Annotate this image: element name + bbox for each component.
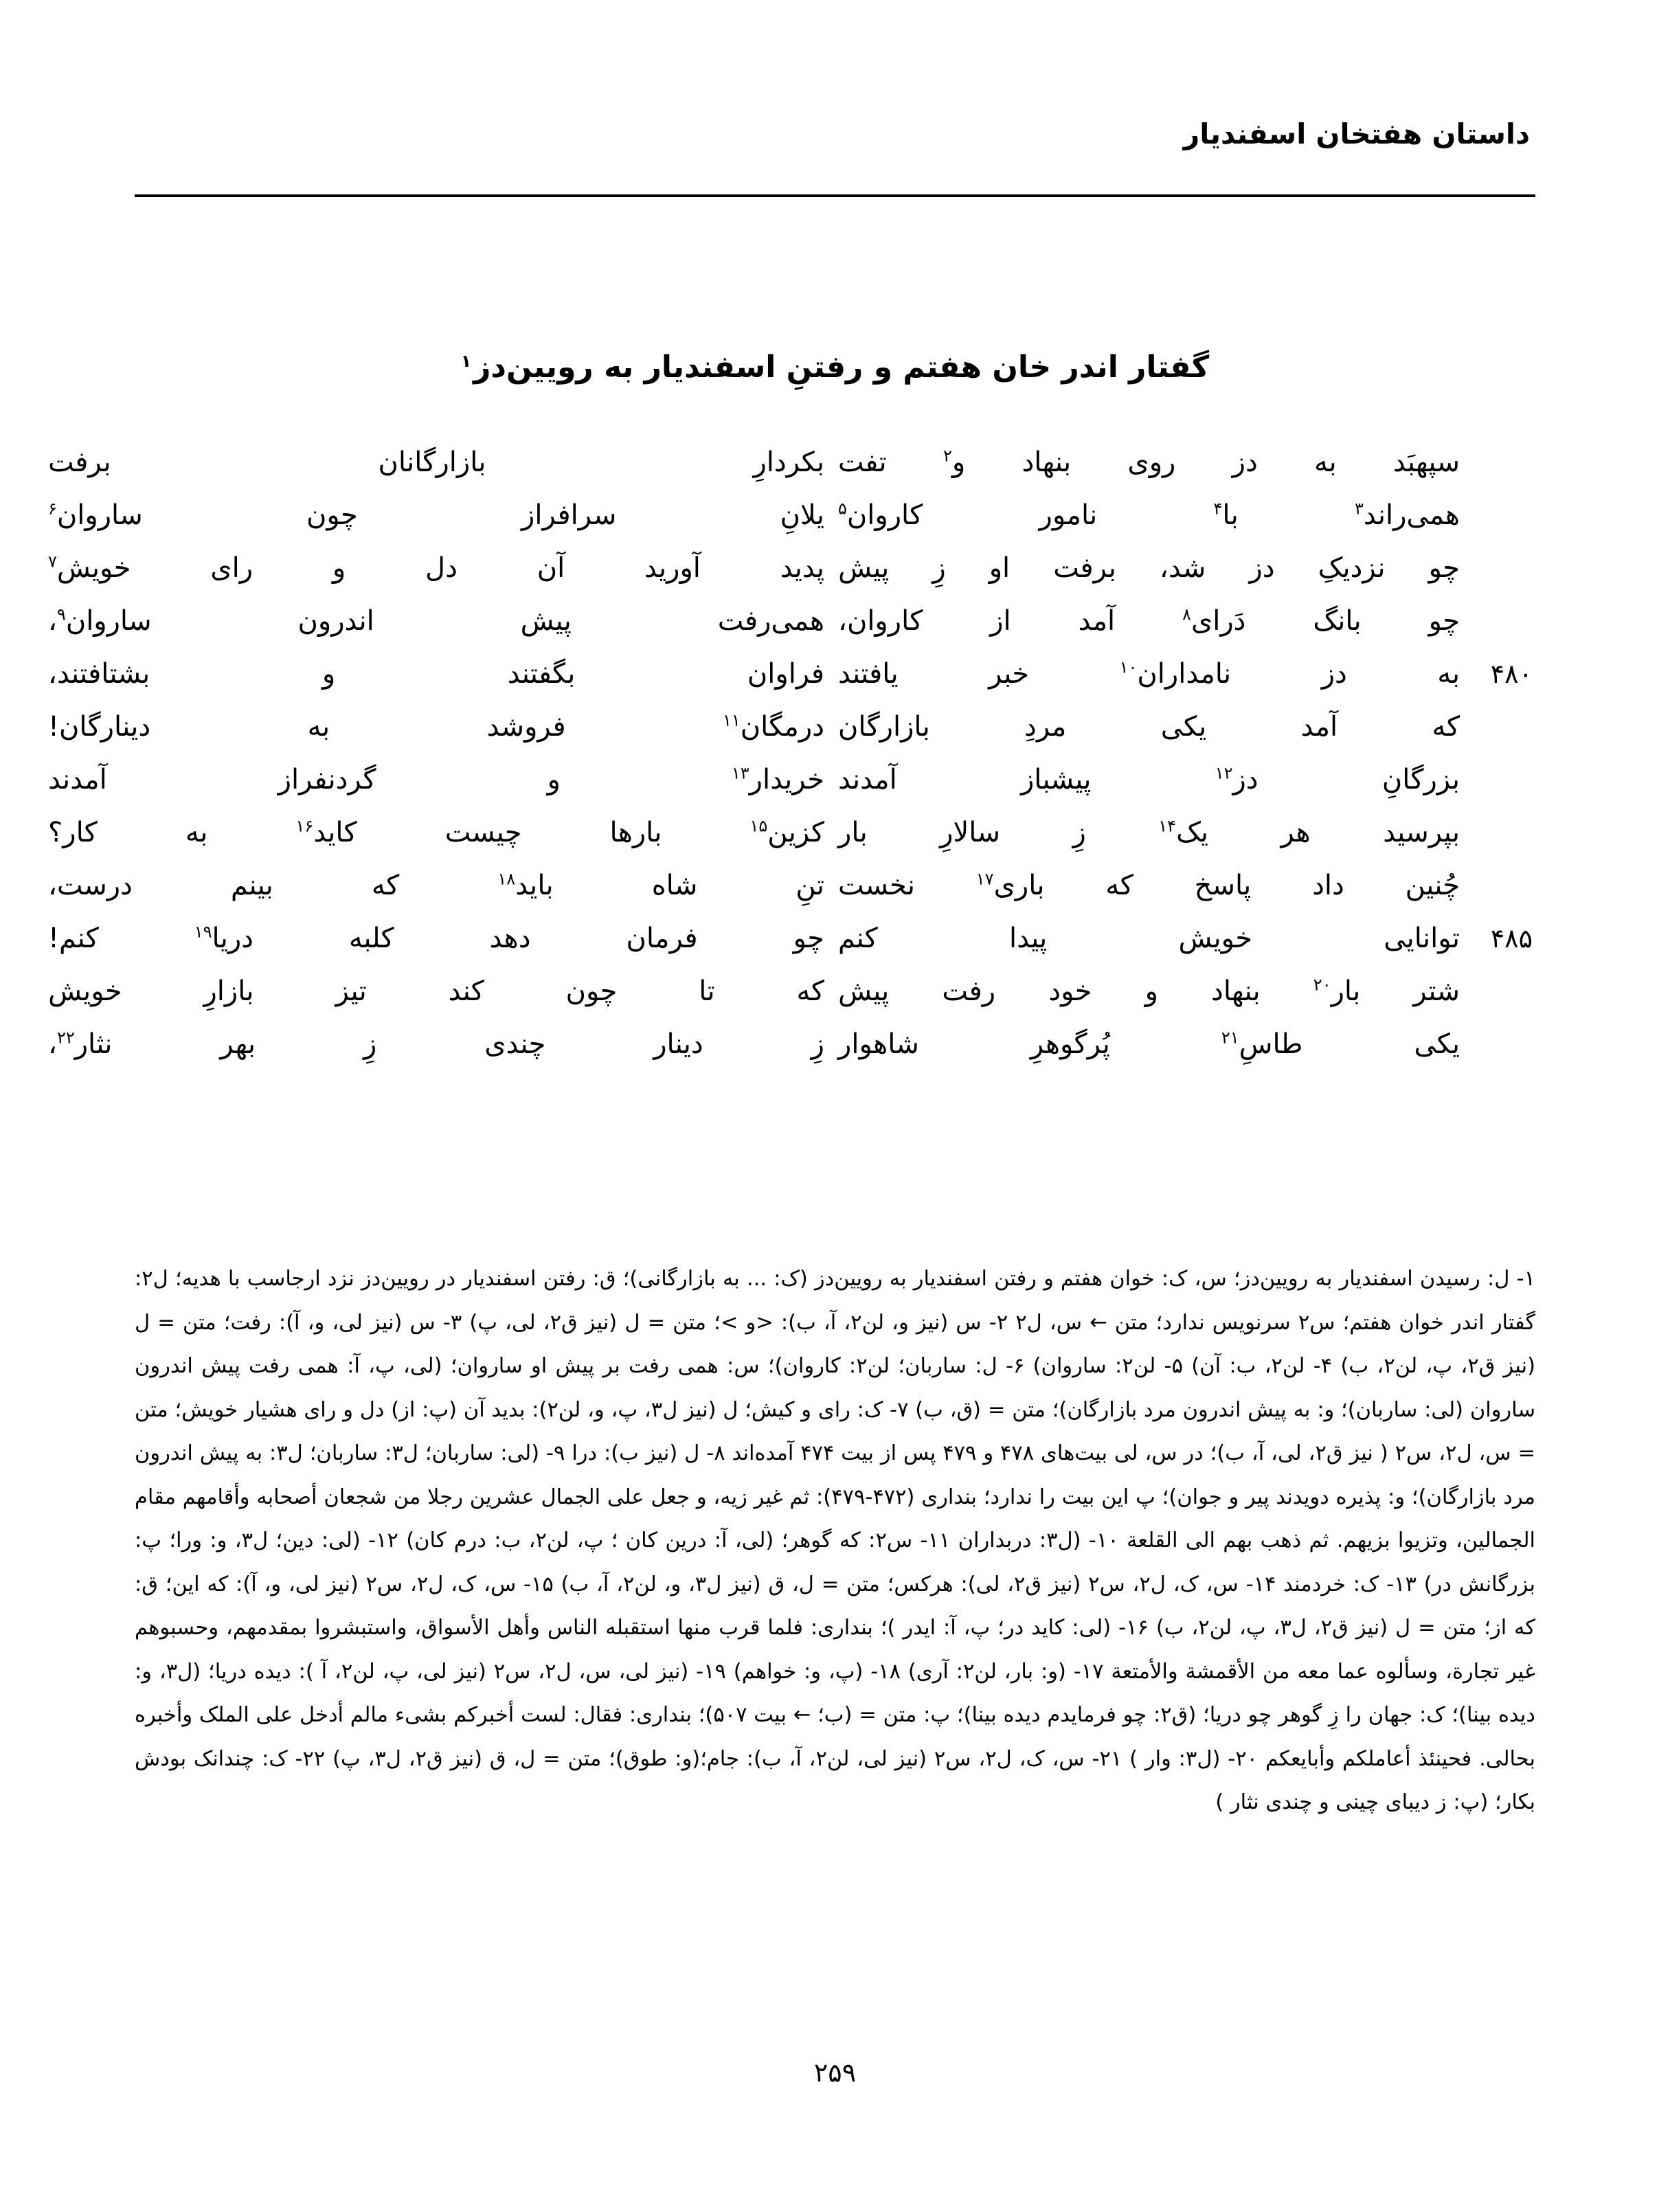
- verse-word: تفت: [838, 447, 887, 478]
- running-header: [135, 117, 1535, 185]
- verse-word: پیش: [520, 605, 572, 637]
- verse-word: چندی: [484, 1028, 546, 1060]
- verse-hemistich-right: [831, 870, 1467, 901]
- verse-word: بپرسید: [1383, 817, 1460, 848]
- verse-word: پیشباز: [1020, 764, 1092, 795]
- verse-hemistich-right: [831, 605, 1467, 637]
- verse-word: دز: [1321, 658, 1347, 690]
- verse-word: که: [1105, 870, 1133, 901]
- verse-word: تنِ: [795, 870, 824, 901]
- verse-hemistich-left: [41, 711, 831, 743]
- verse-hemistich-left: [41, 499, 831, 531]
- verse-line: [48, 657, 1535, 711]
- verse-hemistich-right: [831, 1028, 1467, 1060]
- footnote-marker: ۲۰: [1313, 975, 1331, 995]
- verse-word: پیش: [838, 552, 890, 584]
- verse-line: [48, 446, 1535, 499]
- verse-word: بینم: [230, 870, 273, 901]
- verse-line: [48, 710, 1535, 764]
- verse-word: نخست: [838, 870, 915, 901]
- verse-word: چو: [1428, 605, 1460, 637]
- footnote-marker: ۱۳: [731, 763, 749, 783]
- verse-word: طاسِ$^{۲۱}$: [1221, 1028, 1303, 1060]
- verse-word: خویش: [48, 975, 122, 1007]
- footnote-marker: ۱۵: [749, 816, 768, 836]
- verse-word: دز: [1232, 447, 1258, 478]
- verse-word: سپهبَد: [1392, 447, 1460, 478]
- verse-word: باری$^{۱۷}$: [975, 869, 1045, 901]
- verse-word: شاهوار: [838, 1028, 919, 1060]
- verse-line: [48, 922, 1535, 975]
- verse-hemistich-left: [41, 605, 831, 637]
- verse-word: آمد: [1078, 605, 1116, 637]
- verse-word: ساروان$^۶$: [48, 499, 143, 531]
- verse-word: با$^۴$: [1213, 499, 1239, 531]
- verse-word: به: [1314, 447, 1337, 478]
- footnote-marker: ۲۱: [1221, 1028, 1239, 1048]
- verse-word: به: [185, 817, 208, 848]
- verse-word: داد: [1312, 870, 1344, 901]
- running-header-title: داستان هفتخان اسفندیار: [1183, 117, 1530, 150]
- footnote-marker: ۱۱: [723, 710, 741, 730]
- verse-word: روی: [1127, 447, 1176, 478]
- footnote-marker: ۹: [56, 605, 66, 624]
- section-title-text: گفتار اندر خان هفتم و رفتنِ اسفندیار به رویین‌دز: [473, 350, 1210, 385]
- verse-word: بار: [838, 817, 868, 848]
- verse-word: باید$^{۱۸}$: [497, 869, 554, 901]
- verse-word: خود: [1048, 975, 1092, 1007]
- verse-word: زِ: [932, 552, 946, 584]
- verse-word: که: [371, 870, 400, 901]
- verse-word: به: [307, 711, 330, 743]
- verse-word: نامداران$^{۱۰}$: [1119, 657, 1232, 690]
- verse-word: سالارِ: [940, 817, 1000, 848]
- verse-word: بنهاد: [1022, 447, 1072, 478]
- verse-word: کزین$^{۱۵}$: [749, 816, 824, 848]
- footnote-marker: ۳: [1354, 499, 1364, 519]
- verse-word: خریدار$^{۱۳}$: [731, 763, 824, 795]
- verse-word: زِ: [811, 1028, 824, 1060]
- footnote-marker: ۷: [48, 552, 57, 572]
- verse-line: [48, 975, 1535, 1028]
- verse-word: برفت: [1053, 552, 1116, 584]
- footnote-marker: ۱۸: [497, 869, 516, 889]
- verse-word: کنم: [838, 923, 878, 954]
- verse-word: دل: [425, 552, 458, 584]
- footnote-marker: ۶: [48, 499, 57, 519]
- verse-word: یک$^{۱۴}$: [1158, 816, 1208, 848]
- verse-word: هر: [1280, 817, 1311, 848]
- verse-word: آمدند: [838, 764, 897, 795]
- verse-word: بازارگانان: [378, 447, 486, 478]
- verse-word: خویش: [1178, 923, 1253, 954]
- verse-word: فرمان: [626, 923, 698, 954]
- verse-word: تیز: [335, 975, 367, 1007]
- verse-word: گردنفراز: [278, 764, 376, 795]
- verse-word: چون: [306, 499, 358, 531]
- verse-hemistich-right: [831, 447, 1467, 478]
- verse-word: نزدیکِ: [1318, 552, 1386, 584]
- verse-line-number: ۴۸۰: [1490, 659, 1533, 689]
- verse-word: پیش: [838, 975, 890, 1007]
- verse-hemistich-right: [831, 975, 1467, 1007]
- verse-hemistich-right: [831, 923, 1467, 954]
- footnote-marker: ۸: [1182, 605, 1191, 624]
- verse-line: [48, 763, 1535, 817]
- verse-line: [48, 552, 1535, 605]
- verse-word: و: [1144, 975, 1158, 1007]
- verse-hemistich-left: [41, 447, 831, 478]
- verse-line: [48, 605, 1535, 658]
- verse-hemistich-left: [41, 975, 831, 1007]
- verse-word: دَرای$^۸$: [1182, 605, 1246, 637]
- verse-word: پیدا: [1008, 923, 1048, 954]
- verse-word: همی‌رفت: [717, 605, 824, 637]
- verse-hemistich-left: [41, 870, 831, 901]
- verse-hemistich-left: [41, 658, 831, 690]
- verse-line: [48, 816, 1535, 870]
- footnote-marker: ۱۷: [975, 869, 994, 889]
- verse-word: یکی: [1160, 711, 1207, 743]
- verse-word: درمگان$^{۱۱}$: [723, 710, 824, 743]
- verse-word: همی‌راند$^۳$: [1354, 499, 1460, 531]
- verse-word: پُرگوهرِ: [1030, 1028, 1110, 1060]
- verse-line: [48, 869, 1535, 923]
- verse-word: کار؟: [48, 817, 98, 848]
- verse-word: شاه: [651, 870, 698, 901]
- verse-hemistich-right: [831, 764, 1467, 795]
- verse-word: بانگ: [1313, 605, 1362, 637]
- verse-block: [48, 446, 1535, 1081]
- verse-word: دینار: [653, 1028, 703, 1060]
- verse-word: چو: [793, 923, 824, 954]
- verse-word: شد،: [1159, 552, 1206, 584]
- verse-hemistich-right: [831, 658, 1467, 690]
- verse-hemistich-right: [831, 499, 1467, 531]
- folio-number: ۲۵۹: [813, 2057, 857, 2088]
- verse-hemistich-left: [41, 817, 831, 848]
- verse-line-number: ۴۸۵: [1490, 923, 1533, 953]
- verse-word: برفت: [48, 447, 111, 478]
- verse-word: چون: [565, 975, 618, 1007]
- verse-word: به: [1437, 658, 1460, 690]
- verse-word: کاید$^{۱۶}$: [295, 816, 357, 848]
- verse-word: آورید: [644, 552, 701, 584]
- verse-word: رای: [210, 552, 253, 584]
- verse-word: خبر: [989, 658, 1030, 690]
- verse-word: درست،: [48, 870, 133, 901]
- verse-word: دز$^{۱۲}$: [1215, 763, 1259, 795]
- verse-word: نثار$^{۲۲}$،: [48, 1028, 113, 1060]
- verse-hemistich-left: [41, 1028, 831, 1060]
- verse-word: اندرون: [297, 605, 374, 637]
- verse-word: بشتافتند،: [48, 658, 150, 690]
- verse-word: کند: [448, 975, 484, 1007]
- footnote-marker: ۱۲: [1215, 763, 1233, 783]
- verse-hemistich-right: [831, 552, 1467, 584]
- verse-word: نامور: [1039, 499, 1098, 531]
- verse-word: کلبه: [348, 923, 394, 954]
- verse-word: کنم!: [48, 923, 99, 954]
- verse-word: چیست: [444, 817, 522, 848]
- verse-word: بنهاد: [1211, 975, 1261, 1007]
- verse-word: زِ: [1072, 817, 1086, 848]
- verse-word: یافتند: [838, 658, 899, 690]
- footnote-marker: ۵: [838, 499, 847, 519]
- verse-word: از: [990, 605, 1011, 637]
- verse-word: پدید: [780, 552, 824, 584]
- verse-word: توانایی: [1384, 923, 1460, 954]
- verse-word: زِ: [363, 1028, 377, 1060]
- verse-word: بازارگان: [838, 711, 930, 743]
- verse-word: دهد: [489, 923, 531, 954]
- verse-word: چو: [1428, 552, 1460, 584]
- verse-line: [48, 499, 1535, 552]
- verse-word: رفت: [942, 975, 996, 1007]
- verse-word: و$^۲$: [943, 446, 966, 478]
- verse-word: آمد: [1300, 711, 1338, 743]
- verse-hemistich-right: [831, 817, 1467, 848]
- critical-apparatus: [135, 1257, 1535, 1825]
- verse-word: کاروان$^۵$: [838, 499, 923, 531]
- verse-word: و: [321, 658, 336, 690]
- verse-word: بزرگانِ: [1381, 764, 1460, 795]
- verse-word: بگفتند: [507, 658, 576, 690]
- verse-word: بار$^{۲۰}$: [1313, 975, 1361, 1007]
- verse-word: یلانِ: [780, 499, 824, 531]
- footnote-marker: ۲۲: [56, 1028, 75, 1048]
- footnote-marker: ۱۶: [295, 816, 314, 836]
- verse-line: [48, 1028, 1535, 1081]
- footnote-marker: ۱۹: [194, 922, 212, 942]
- footnote-marker: ۱۰: [1119, 657, 1138, 677]
- verse-word: دز: [1249, 552, 1275, 584]
- verse-word: دریا$^{۱۹}$: [194, 922, 253, 954]
- verse-word: آمدند: [48, 764, 107, 795]
- verse-word: فروشد: [486, 711, 566, 743]
- footnote-marker: ۲: [943, 446, 952, 466]
- verse-hemistich-left: [41, 923, 831, 954]
- verse-word: بارها: [609, 817, 662, 848]
- verse-word: دینارگان!: [48, 711, 151, 743]
- verse-word: بهر: [220, 1028, 256, 1060]
- verse-word: شتر: [1413, 975, 1460, 1007]
- verse-word: ساروان$^۹$،: [48, 605, 152, 637]
- verse-word: چُنین: [1405, 870, 1460, 901]
- verse-word: تا: [699, 975, 715, 1007]
- section-title: [135, 350, 1535, 386]
- verse-hemistich-left: [41, 552, 831, 584]
- verse-word: که: [1432, 711, 1460, 743]
- verse-word: او: [989, 552, 1011, 584]
- verse-word: مردِ: [1024, 711, 1067, 743]
- verse-word: آن: [537, 552, 565, 584]
- section-title-footnote-marker: ۱: [460, 350, 472, 371]
- verse-word: و: [547, 764, 561, 795]
- verse-word: و: [332, 552, 346, 584]
- verse-hemistich-right: [831, 711, 1467, 743]
- verse-word: فراوان: [747, 658, 824, 690]
- verse-word: کاروان،: [838, 605, 923, 637]
- verse-word: که: [796, 975, 824, 1007]
- verse-word: پاسخ: [1194, 870, 1252, 901]
- verse-word: یکی: [1414, 1028, 1460, 1060]
- footnote-marker: ۱۴: [1158, 816, 1177, 836]
- verse-word: سرافراز: [521, 499, 617, 531]
- header-rule-divider: [135, 194, 1535, 197]
- verse-word: بکردارِ: [753, 447, 824, 478]
- apparatus-text: ۱- ل: رسیدن اسفندیار به رویین‌دز؛ س، ک: خوان هفتم و رفتن اسفندیار به رویین‌دز (ک: ... به بازارگانی)؛ ق: رفتن اسفندیار در رویین‌دز نزد ارجاسب با هدیه؛ ل۲: گفتار اندر خوان هفتم؛ س۲ سرنویس ندارد؛ متن ← س، ل۲ ۲- س (نیز و، لن۲، آ، ب): <و >؛ متن = ل (نیز ق۲، لی، پ) ۳- س (نیز لی، و، آ): رفت؛ متن = ل (نیز ق۲، پ، لن۲، ب) ۴- لن۲، ب: آن) ۵- لن۲: ساروان) ۶- ل: ساربان؛ لن۲: کاروان)؛ س: همی رفت بر پیش او ساروان؛ (لی، پ، آ: همی رفت پیش اندرون ساروان (لی: ساربان)؛ و: به پیش اندرون مرد بازارگان)؛ متن = (ق، ب) ۷- ک: رای و کیش؛ ل (نیز ل۳، پ، و، لن۲): بدید آن (پ: از) دل و رای هشیار خویش؛ متن = س، ل۲، س۲ ( نیز ق۲، لی، آ، ب)؛ در س، لی بیت‌های ۴۷۸ و ۴۷۹ پس از بیت ۴۷۴ آمده‌اند ۸- ل (نیز ب): درا ۹- (لی: ساربان؛ ل۳: ساربان؛ ل۳: به پیش اندرون مرد بازارگان)؛ و: پذیره دویدند پیر و جوان)؛ پ این بیت را ندارد؛ بنداری (۴۷۲-۴۷۹): ثم غیر زیه، و جعل علی الجمال عشرین رجلا من شجعان أصحابه وأقامهم مقام الجمالین، وتزیوا بزیهم. ثم ذهب بهم الی القلعة ۱۰- (ل۳: دربداران ۱۱- س۲: که گوهر؛ (لی، آ: درین کان ؛ پ، لن۲، ب: درم کان) ۱۲- (لی: دین؛ ل۳، و: ورا؛ پ: بزرگانش در) ۱۳- ک: خردمند ۱۴- س، ک، ل۲، س۲ (نیز ق۲، لی): هرکس؛ متن = ل، ق (نیز ل۳، و، لن۲، آ، ب) ۱۵- س، ک، ل۲، س۲ (نیز لی، و، آ): که این؛ ق: که از؛ متن = ل (نیز ق۲، ل۳، پ، لن۲، ب) ۱۶- (لی: کاید در؛ پ، آ: ایدر )؛ بنداری: فلما قرب منها استقبله الناس وأهل الأسواق، واستبشروا بمقدمهم، وحسبوهم غیر تجارة، وسألوه عما معه من الأقمشة والأمتعة ۱۷- (و: بار، لن۲: آری) ۱۸- (پ، و: خواهم) ۱۹- (نیز لی، س، ل۲، س۲ (نیز لی، پ، لن۲، آ ): دیده دریا؛ (ل۳، و: دیده بینا)؛ ک: جهان را زِ گوهر چو دریا؛ (ق۲: چو فرمایدم دیده بینا)؛ پ: متن = (ب؛ ← بیت ۵۰۷)؛ بنداری: فقال: لست أخبرکم بشیء مالم أدخل علی الملک وأخبره بحالی. فحینئذ أعاملکم وأبایعکم ۲۰- (ل۳: وار ) ۲۱- س، ک، ل۲، س۲ (نیز لی، لن۲، آ، ب): جام؛(و: طوق)؛ متن = ل، ق (نیز ق۲، ل۳، پ) ۲۲- ک: چندانک بودش بکار؛ (پ: ز دیبای چینی و چندی نثار ): [135, 1267, 1536, 1814]
- verse-hemistich-left: [41, 764, 831, 795]
- footnote-marker: ۴: [1213, 499, 1223, 519]
- verse-word: بازارِ: [203, 975, 254, 1007]
- verse-word: خویش$^۷$: [48, 552, 131, 584]
